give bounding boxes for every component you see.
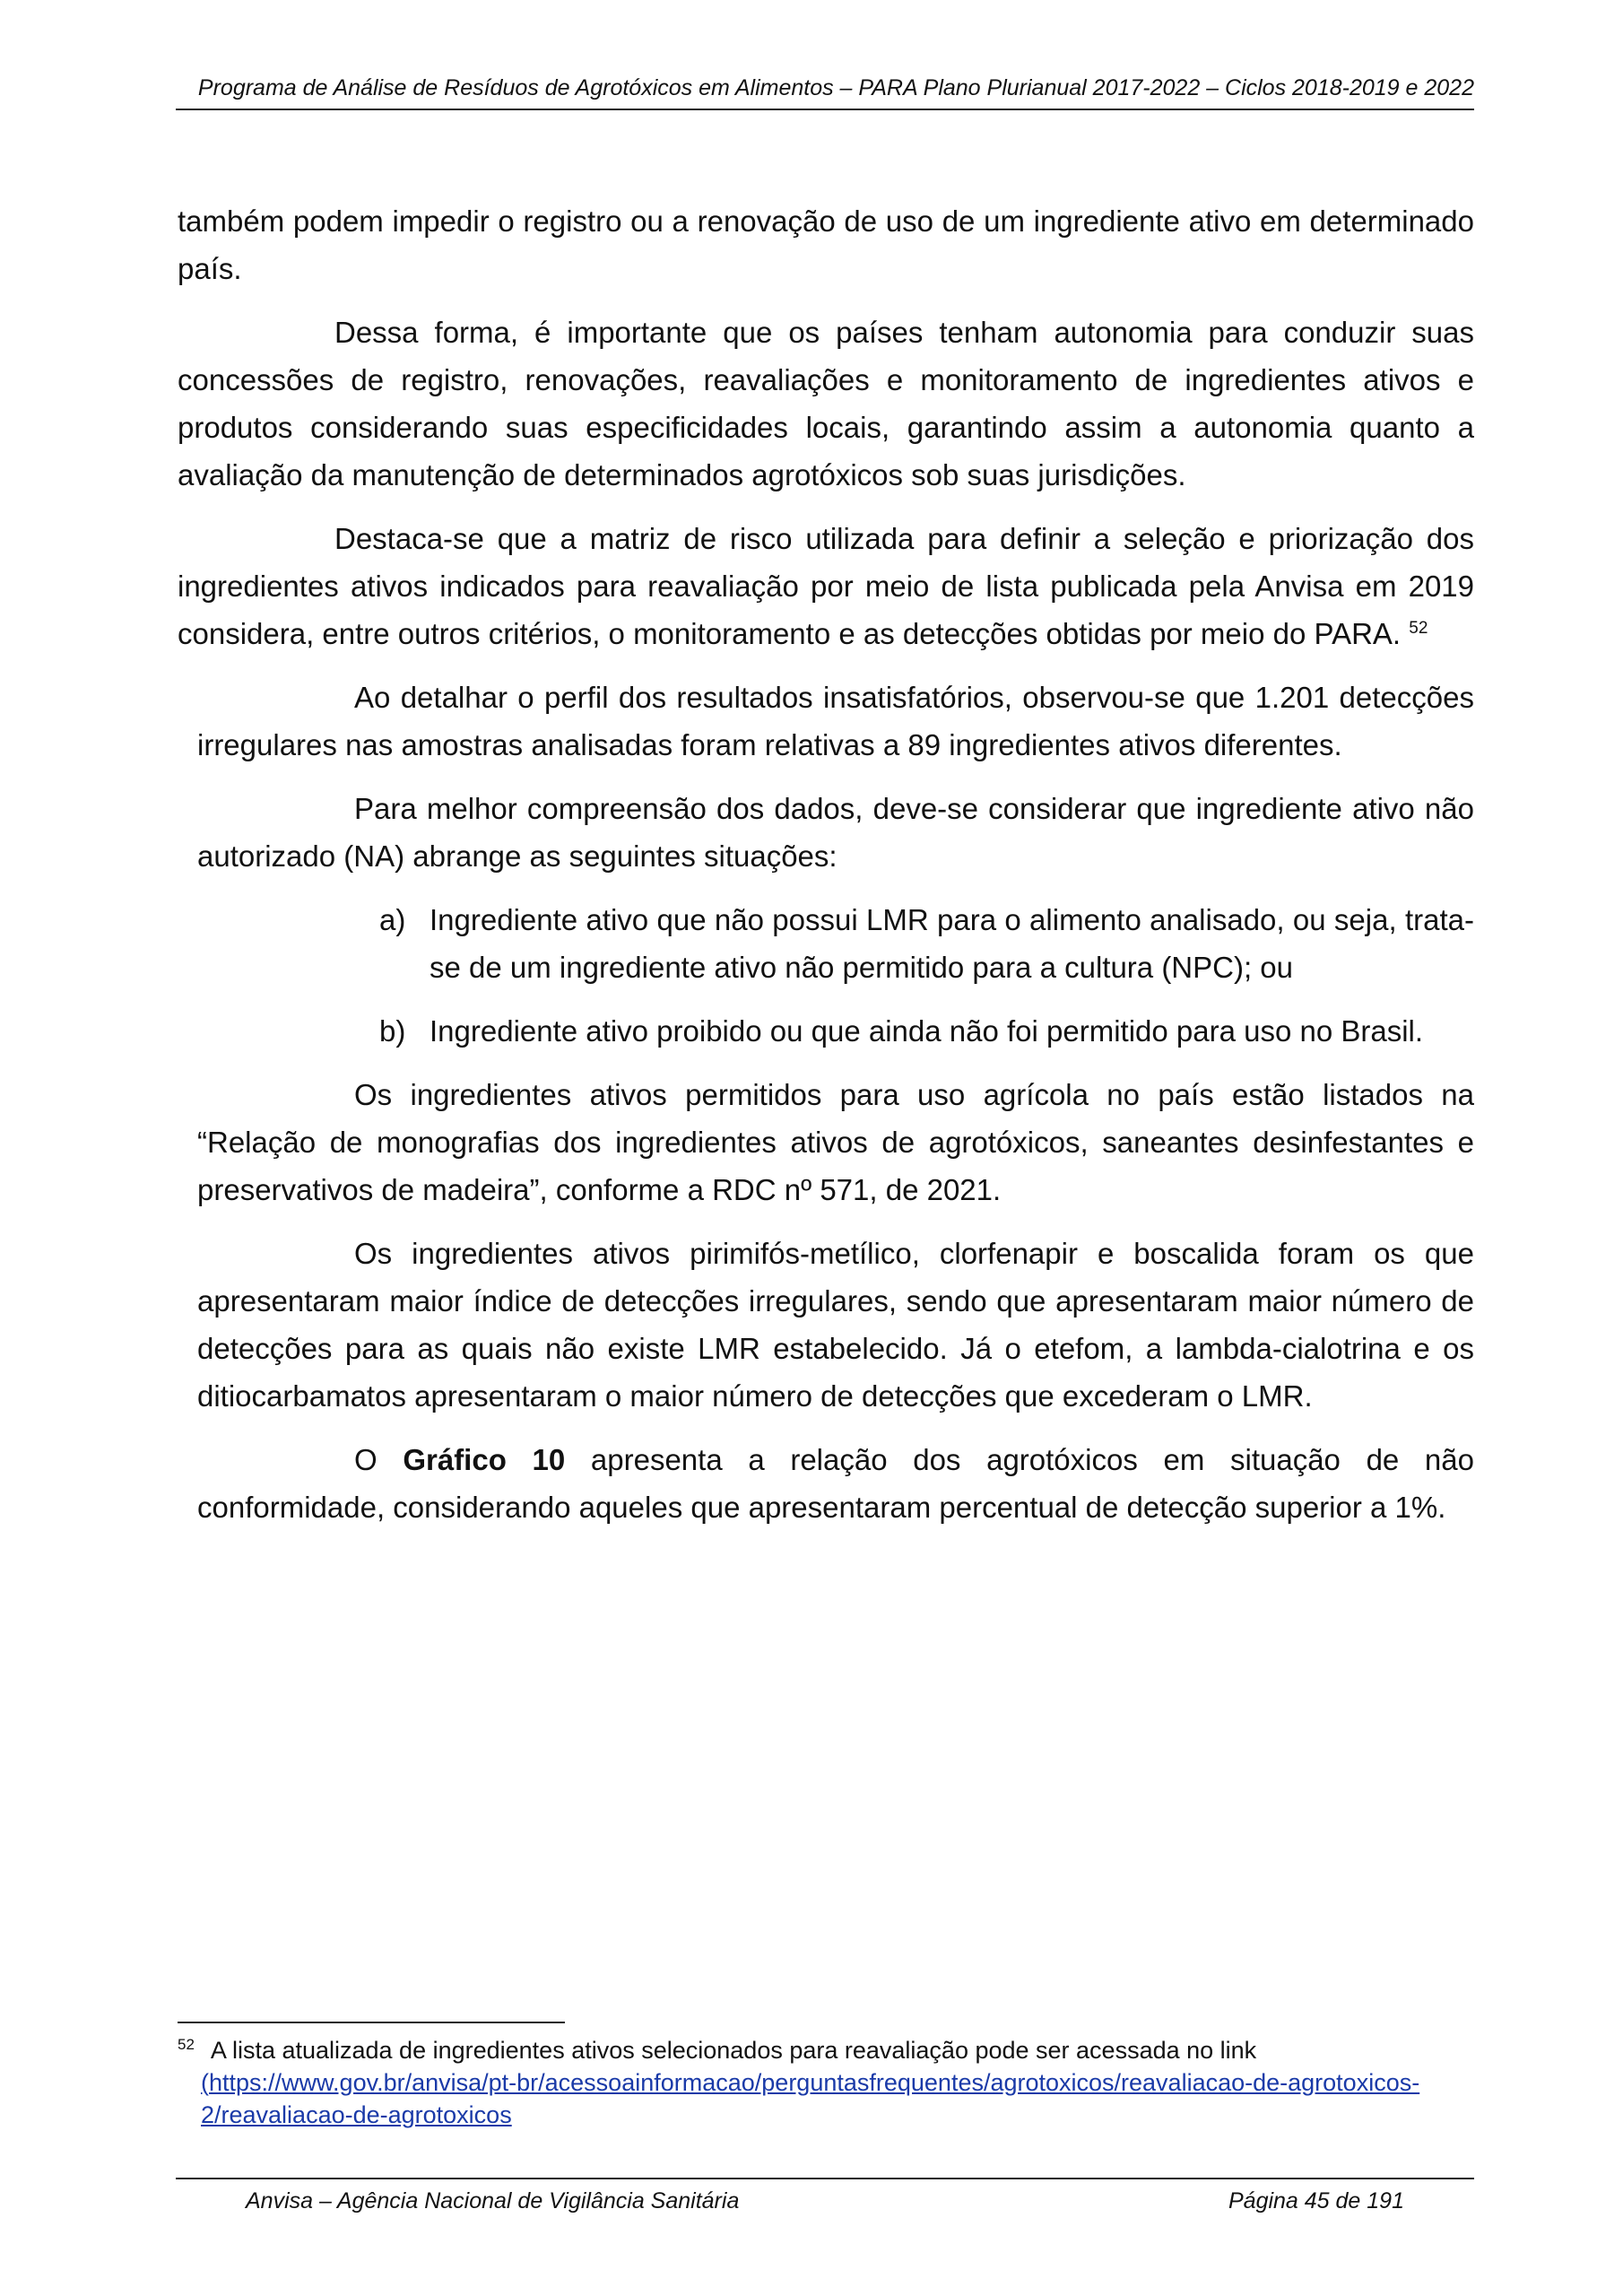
list-item [178,1007,1474,1055]
paragraph-7: Os ingredientes ativos pirimifós-metílico, clorfenapir e boscalida foram os que apresentaram maior índice de detecções irregulares, sendo que apresentaram maior número de detecções para as quais não existe LMR estabelecido. Já o etefom, a lambda-cialotrina e os ditiocarbamatos apresentaram o maior número de detecções que excederam o LMR. [197,1237,1474,1413]
paragraph-3-text: Destaca-se que a matriz de risco utilizada para definir a seleção e priorização dos ingredientes ativos indicados para reavaliação por meio de lista publicada pela Anvisa em 2019 considera, entre outros critérios, o monitoramento e as detecções obtidas por meio do PARA. [178,522,1474,650]
footnote-link-url[interactable]: https://www.gov.br/anvisa/pt-br/acessoainformacao/perguntasfrequentes/agrotoxicos/reavaliacao-de-agrotoxicos-2/reavaliacao-de-agrotoxicos [201,2069,1420,2128]
page-body [178,197,1474,1547]
footnote-link[interactable] [178,2066,1474,2131]
running-header [176,75,1474,110]
paragraph-6: Os ingredientes ativos permitidos para uso agrícola no país estão listados na “Relação de monografias dos ingredientes ativos de agrotóxicos, saneantes desinfestantes e preservativos de madeira”, conforme a RDC nº 571, de 2021. [197,1078,1474,1206]
list-marker: b) [379,1014,406,1048]
page-number: Página 45 de 191 [1228,2188,1404,2213]
list-item [178,896,1474,991]
footnote [178,2034,1474,2131]
page-footer [176,2178,1474,2213]
paragraph-3 [178,515,1474,657]
running-header-text: Programa de Análise de Resíduos de Agrotóxicos em Alimentos – PARA Plano Plurianual 2017-2022 – Ciclos 2018-2019 e 2022 [197,75,1474,100]
paragraph-1: também podem impedir o registro ou a renovação de uso de um ingrediente ativo em determinado país. [178,204,1474,285]
footnote-body [178,2034,1474,2066]
paragraph-8-text: apresenta a relação dos agrotóxicos em situação de não conformidade, considerando aqueles que apresentaram percentual de detecção superior a 1%. [197,1443,1474,1524]
paragraph-8 [178,1436,1474,1531]
paragraph-2: Dessa forma, é importante que os países tenham autonomia para conduzir suas concessões de registro, renovações, reavaliações e monitoramento de ingredientes ativos e produtos considerando suas especificidades locais, garantindo assim a autonomia quanto a avaliação da manutenção de determinados agrotóxicos sob suas jurisdições. [178,316,1474,491]
paragraph-8-prefix: O [354,1443,404,1476]
paragraph-4: Ao detalhar o perfil dos resultados insatisfatórios, observou-se que 1.201 detecções irregulares nas amostras analisadas foram relativas a 89 ingredientes ativos diferentes. [197,681,1474,761]
footnote-number: 52 [178,2036,195,2053]
list-item-text: Ingrediente ativo proibido ou que ainda não foi permitido para uso no Brasil. [430,1014,1424,1048]
footnote-link-paren: ( [201,2069,209,2096]
footnote-reference[interactable]: 52 [1409,619,1428,638]
footnote-text: A lista atualizada de ingredientes ativos selecionados para reavaliação pode ser acessada no link [210,2037,1257,2064]
footnote-divider [178,2022,565,2023]
list-marker: a) [379,903,406,936]
paragraph-5: Para melhor compreensão dos dados, deve-se considerar que ingrediente ativo não autorizado (NA) abrange as seguintes situações: [197,792,1474,873]
footer-agency: Anvisa – Agência Nacional de Vigilância Sanitária [246,2188,740,2213]
chart-reference: Gráfico 10 [403,1443,566,1476]
list-item-text: Ingrediente ativo que não possui LMR para o alimento analisado, ou seja, trata-se de um ingrediente ativo não permitido para a cultura (NPC); ou [430,903,1474,984]
